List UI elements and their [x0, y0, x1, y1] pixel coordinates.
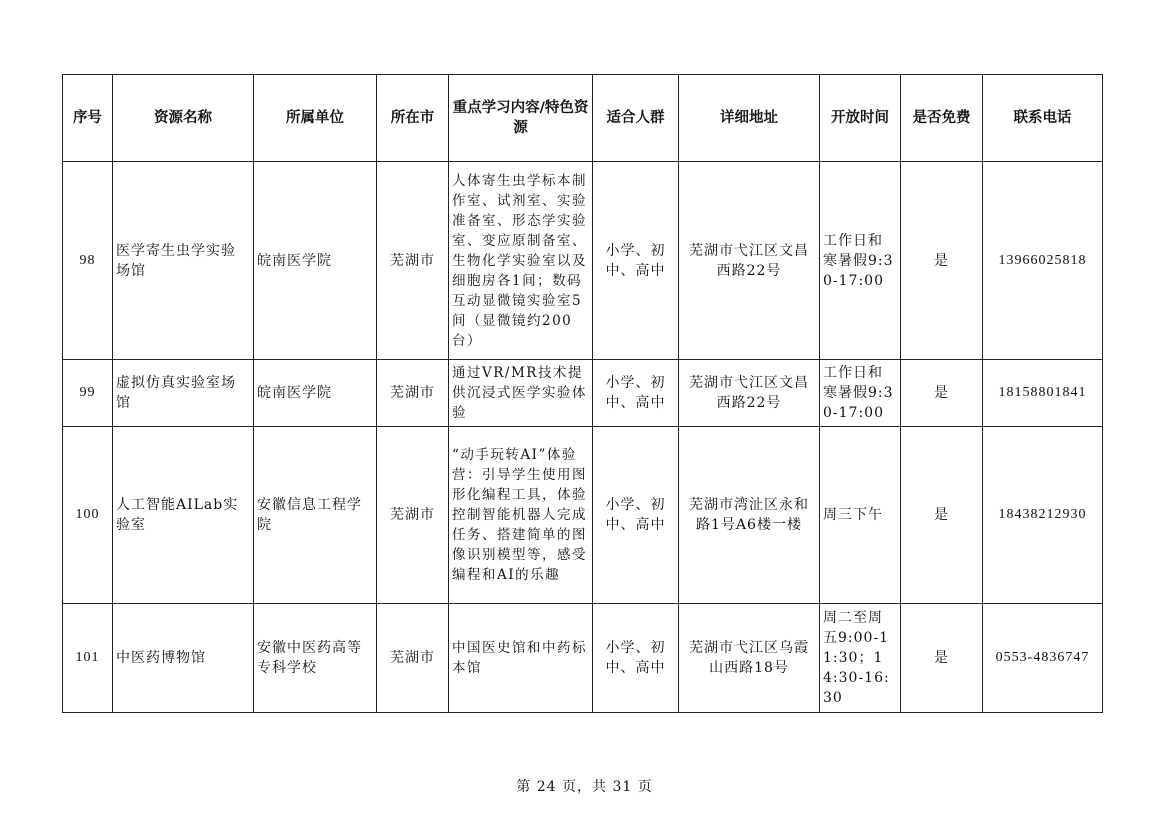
cell-hours: 周三下午 — [820, 427, 901, 604]
header-city: 所在市 — [377, 75, 449, 162]
header-unit: 所属单位 — [254, 75, 377, 162]
cell-city: 芜湖市 — [377, 162, 449, 360]
cell-index: 98 — [63, 162, 113, 360]
cell-index: 101 — [63, 604, 113, 713]
cell-unit: 安徽信息工程学院 — [254, 427, 377, 604]
table-row — [63, 162, 1103, 360]
cell-resource-name: 人工智能AILab实验室 — [113, 427, 254, 604]
cell-free: 是 — [901, 360, 983, 427]
cell-audience: 小学、初中、高中 — [593, 604, 679, 713]
cell-resource-name: 医学寄生虫学实验场馆 — [113, 162, 254, 360]
header-phone: 联系电话 — [983, 75, 1103, 162]
cell-audience: 小学、初中、高中 — [593, 162, 679, 360]
cell-resource-name: 虚拟仿真实验室场馆 — [113, 360, 254, 427]
cell-phone: 18438212930 — [983, 427, 1103, 604]
cell-free: 是 — [901, 604, 983, 713]
cell-address: 芜湖市湾沚区永和路1号A6楼一楼 — [679, 427, 820, 604]
cell-content: 中国医史馆和中药标本馆 — [449, 604, 593, 713]
header-free: 是否免费 — [901, 75, 983, 162]
cell-free: 是 — [901, 427, 983, 604]
header-address: 详细地址 — [679, 75, 820, 162]
table-row — [63, 427, 1103, 604]
cell-address: 芜湖市弋江区乌霞山西路18号 — [679, 604, 820, 713]
cell-address: 芜湖市弋江区文昌西路22号 — [679, 162, 820, 360]
cell-hours: 周二至周五9:00-11:30；14:30-16:30 — [820, 604, 901, 713]
cell-content: “动手玩转AI”体验营：引导学生使用图形化编程工具，体验控制智能机器人完成任务、搭建简单的图像识别模型等，感受编程和AI的乐趣 — [449, 427, 593, 604]
table-row — [63, 360, 1103, 427]
cell-city: 芜湖市 — [377, 604, 449, 713]
cell-index: 100 — [63, 427, 113, 604]
cell-unit: 皖南医学院 — [254, 162, 377, 360]
table-header-row — [63, 75, 1103, 162]
page-number: 第 24 页，共 31 页 — [516, 779, 653, 795]
cell-index: 99 — [63, 360, 113, 427]
cell-phone: 0553-4836747 — [983, 604, 1103, 713]
cell-hours: 工作日和寒暑假9:30-17:00 — [820, 360, 901, 427]
cell-free: 是 — [901, 162, 983, 360]
header-content: 重点学习内容/特色资源 — [449, 75, 593, 162]
cell-city: 芜湖市 — [377, 360, 449, 427]
cell-hours: 工作日和寒暑假9:30-17:00 — [820, 162, 901, 360]
cell-unit: 皖南医学院 — [254, 360, 377, 427]
cell-audience: 小学、初中、高中 — [593, 427, 679, 604]
resource-table — [62, 74, 1103, 713]
cell-address: 芜湖市弋江区文昌西路22号 — [679, 360, 820, 427]
cell-city: 芜湖市 — [377, 427, 449, 604]
cell-phone: 18158801841 — [983, 360, 1103, 427]
cell-phone: 13966025818 — [983, 162, 1103, 360]
header-audience: 适合人群 — [593, 75, 679, 162]
header-index: 序号 — [63, 75, 113, 162]
header-resource-name: 资源名称 — [113, 75, 254, 162]
cell-content: 人体寄生虫学标本制作室、试剂室、实验准备室、形态学实验室、变应原制备室、生物化学实验室以及细胞房各1间；数码互动显微镜实验室5间（显微镜约200台） — [449, 162, 593, 360]
cell-unit: 安徽中医药高等专科学校 — [254, 604, 377, 713]
cell-audience: 小学、初中、高中 — [593, 360, 679, 427]
header-hours: 开放时间 — [820, 75, 901, 162]
cell-content: 通过VR/MR技术提供沉浸式医学实验体验 — [449, 360, 593, 427]
table-row — [63, 604, 1103, 713]
cell-resource-name: 中医药博物馆 — [113, 604, 254, 713]
